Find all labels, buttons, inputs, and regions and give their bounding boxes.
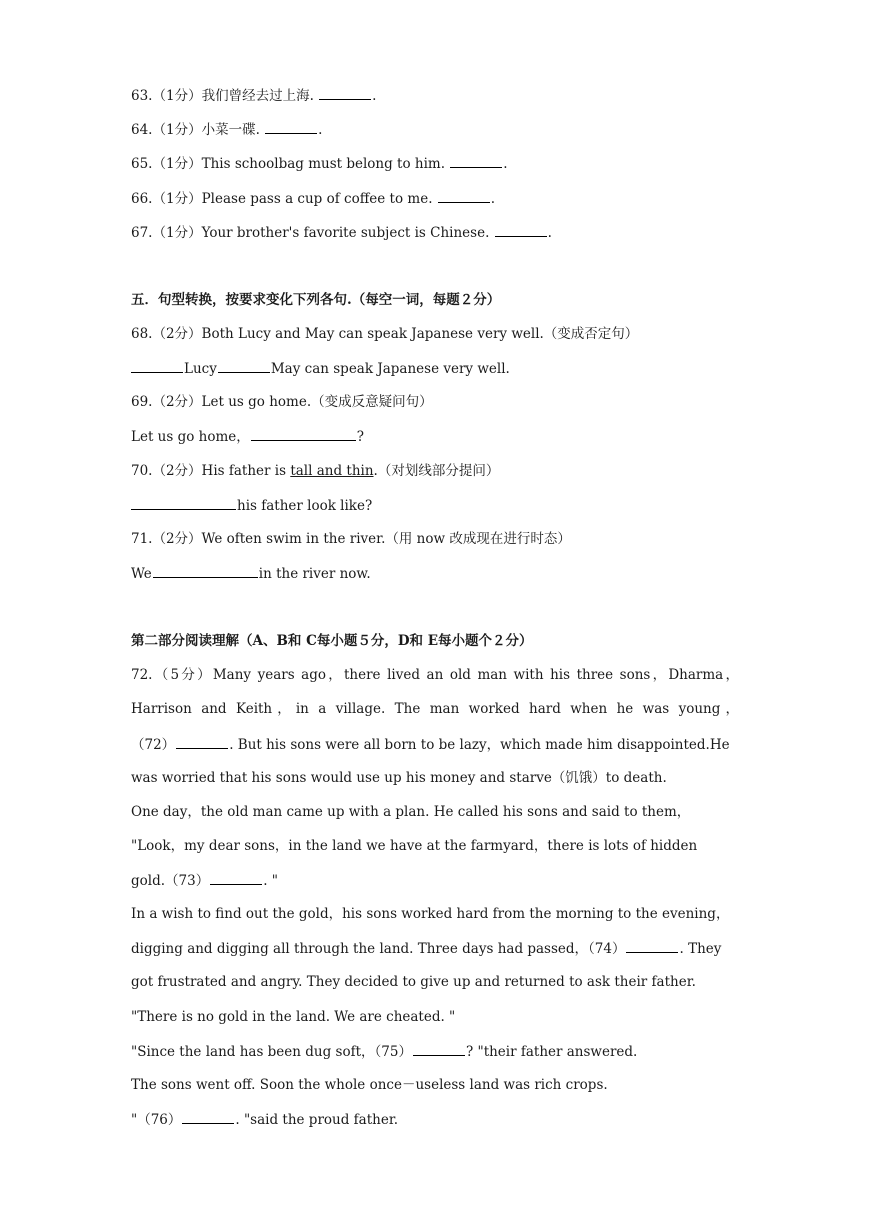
question-70-prompt: 70.（2分）His father is tall and thin.（对划线部分提问） (131, 463, 500, 479)
question-71-prompt: 71.（2分）We often swim in the river.（用 now 改成现在进行时态） (131, 531, 571, 547)
passage-line: 72.（5分）Many years ago，there lived an old man with his three sons，Dharma， (131, 667, 739, 683)
passage-line: gold.（73） . " (131, 873, 278, 889)
question-text: This schoolbag must belong to him. (201, 156, 445, 172)
answer-blank-76[interactable] (182, 1110, 234, 1124)
question-score: （1分） (152, 191, 202, 207)
question-score: （1分） (152, 225, 202, 241)
question-63: 63.（1分）我们曾经去过上海. . (131, 88, 377, 104)
question-text: Please pass a cup of coffee to me. (201, 191, 433, 207)
answer-blank-75[interactable] (413, 1042, 465, 1056)
question-score: （1分） (152, 122, 202, 138)
passage-line: In a wish to find out the gold，his sons worked hard from the morning to the evening， (131, 906, 730, 922)
question-65: 65.（1分）This schoolbag must belong to him. . (131, 156, 508, 172)
passage-line: was worried that his sons would use up his money and starve（饥饿）to death. (131, 770, 667, 786)
question-67: 67.（1分）Your brother's favorite subject is Chinese. . (131, 225, 552, 241)
question-68-answer: Lucy May can speak Japanese very well. (131, 359, 739, 377)
question-69-prompt: 69.（2分）Let us go home.（变成反意疑问句） (131, 394, 433, 410)
answer-blank-74[interactable] (626, 939, 678, 953)
passage-line: "There is no gold in the land. We are cheated. " (131, 1009, 456, 1025)
passage-line: "Look，my dear sons，in the land we have at the farmyard，there is lots of hidden (131, 838, 698, 854)
answer-blank[interactable] (153, 564, 258, 578)
answer-blank[interactable] (218, 359, 270, 373)
answer-blank[interactable] (251, 427, 356, 441)
passage-line: Harrison and Keith，in a village. The man worked hard when he was young， (131, 701, 739, 717)
question-number: 65. (131, 156, 153, 172)
question-score: （1分） (152, 156, 202, 172)
passage-line: digging and digging all through the land. Three days had passed，（74） . They (131, 941, 722, 957)
passage-line: got frustrated and angry. They decided to give up and returned to ask their father. (131, 974, 696, 990)
answer-blank[interactable] (265, 120, 317, 134)
question-score: （1分） (152, 88, 202, 104)
question-64: 64.（1分）小菜一碟. . (131, 122, 323, 138)
question-69-answer: Let us go home， ? (131, 429, 365, 445)
answer-blank[interactable] (450, 154, 502, 168)
passage-line: "Since the land has been dug soft，（75） ? "their father answered. (131, 1044, 638, 1060)
question-70-answer: his father look like? (131, 496, 739, 514)
question-66: 66.（1分）Please pass a cup of coffee to me. . (131, 191, 496, 207)
passage-line: One day，the old man came up with a plan. He called his sons and said to them， (131, 804, 691, 820)
answer-blank-72[interactable] (176, 735, 228, 749)
underlined-phrase: tall and thin (290, 463, 374, 479)
question-number: 67. (131, 225, 153, 241)
question-number: 63. (131, 88, 153, 104)
question-number: 66. (131, 191, 153, 207)
answer-blank[interactable] (438, 189, 490, 203)
part-two-heading: 第二部分阅读理解（A、B和 C每小题５分，D和 E每小题个２分） (131, 633, 533, 649)
question-68-prompt: 68.（2分）Both Lucy and May can speak Japanese very well.（变成否定句） (131, 326, 639, 342)
passage-line: （72） . But his sons were all born to be lazy，which made him disappointed.He (131, 737, 730, 753)
answer-blank[interactable] (131, 359, 183, 373)
question-text: Your brother's favorite subject is Chinese. (201, 225, 490, 241)
answer-blank-73[interactable] (210, 871, 262, 885)
question-text: 我们曾经去过上海. (201, 88, 314, 104)
question-71-answer: We in the river now. (131, 566, 371, 582)
answer-blank[interactable] (495, 223, 547, 237)
question-number: 64. (131, 122, 153, 138)
passage-line: The sons went off. Soon the whole once－useless land was rich crops. (131, 1077, 608, 1093)
section-five-heading: 五．句型转换，按要求变化下列各句.（每空一词，每题２分） (131, 292, 501, 308)
question-text: 小菜一碟. (201, 122, 260, 138)
answer-blank[interactable] (131, 496, 236, 510)
answer-blank[interactable] (319, 86, 371, 100)
passage-line: "（76） . "said the proud father. (131, 1112, 399, 1128)
